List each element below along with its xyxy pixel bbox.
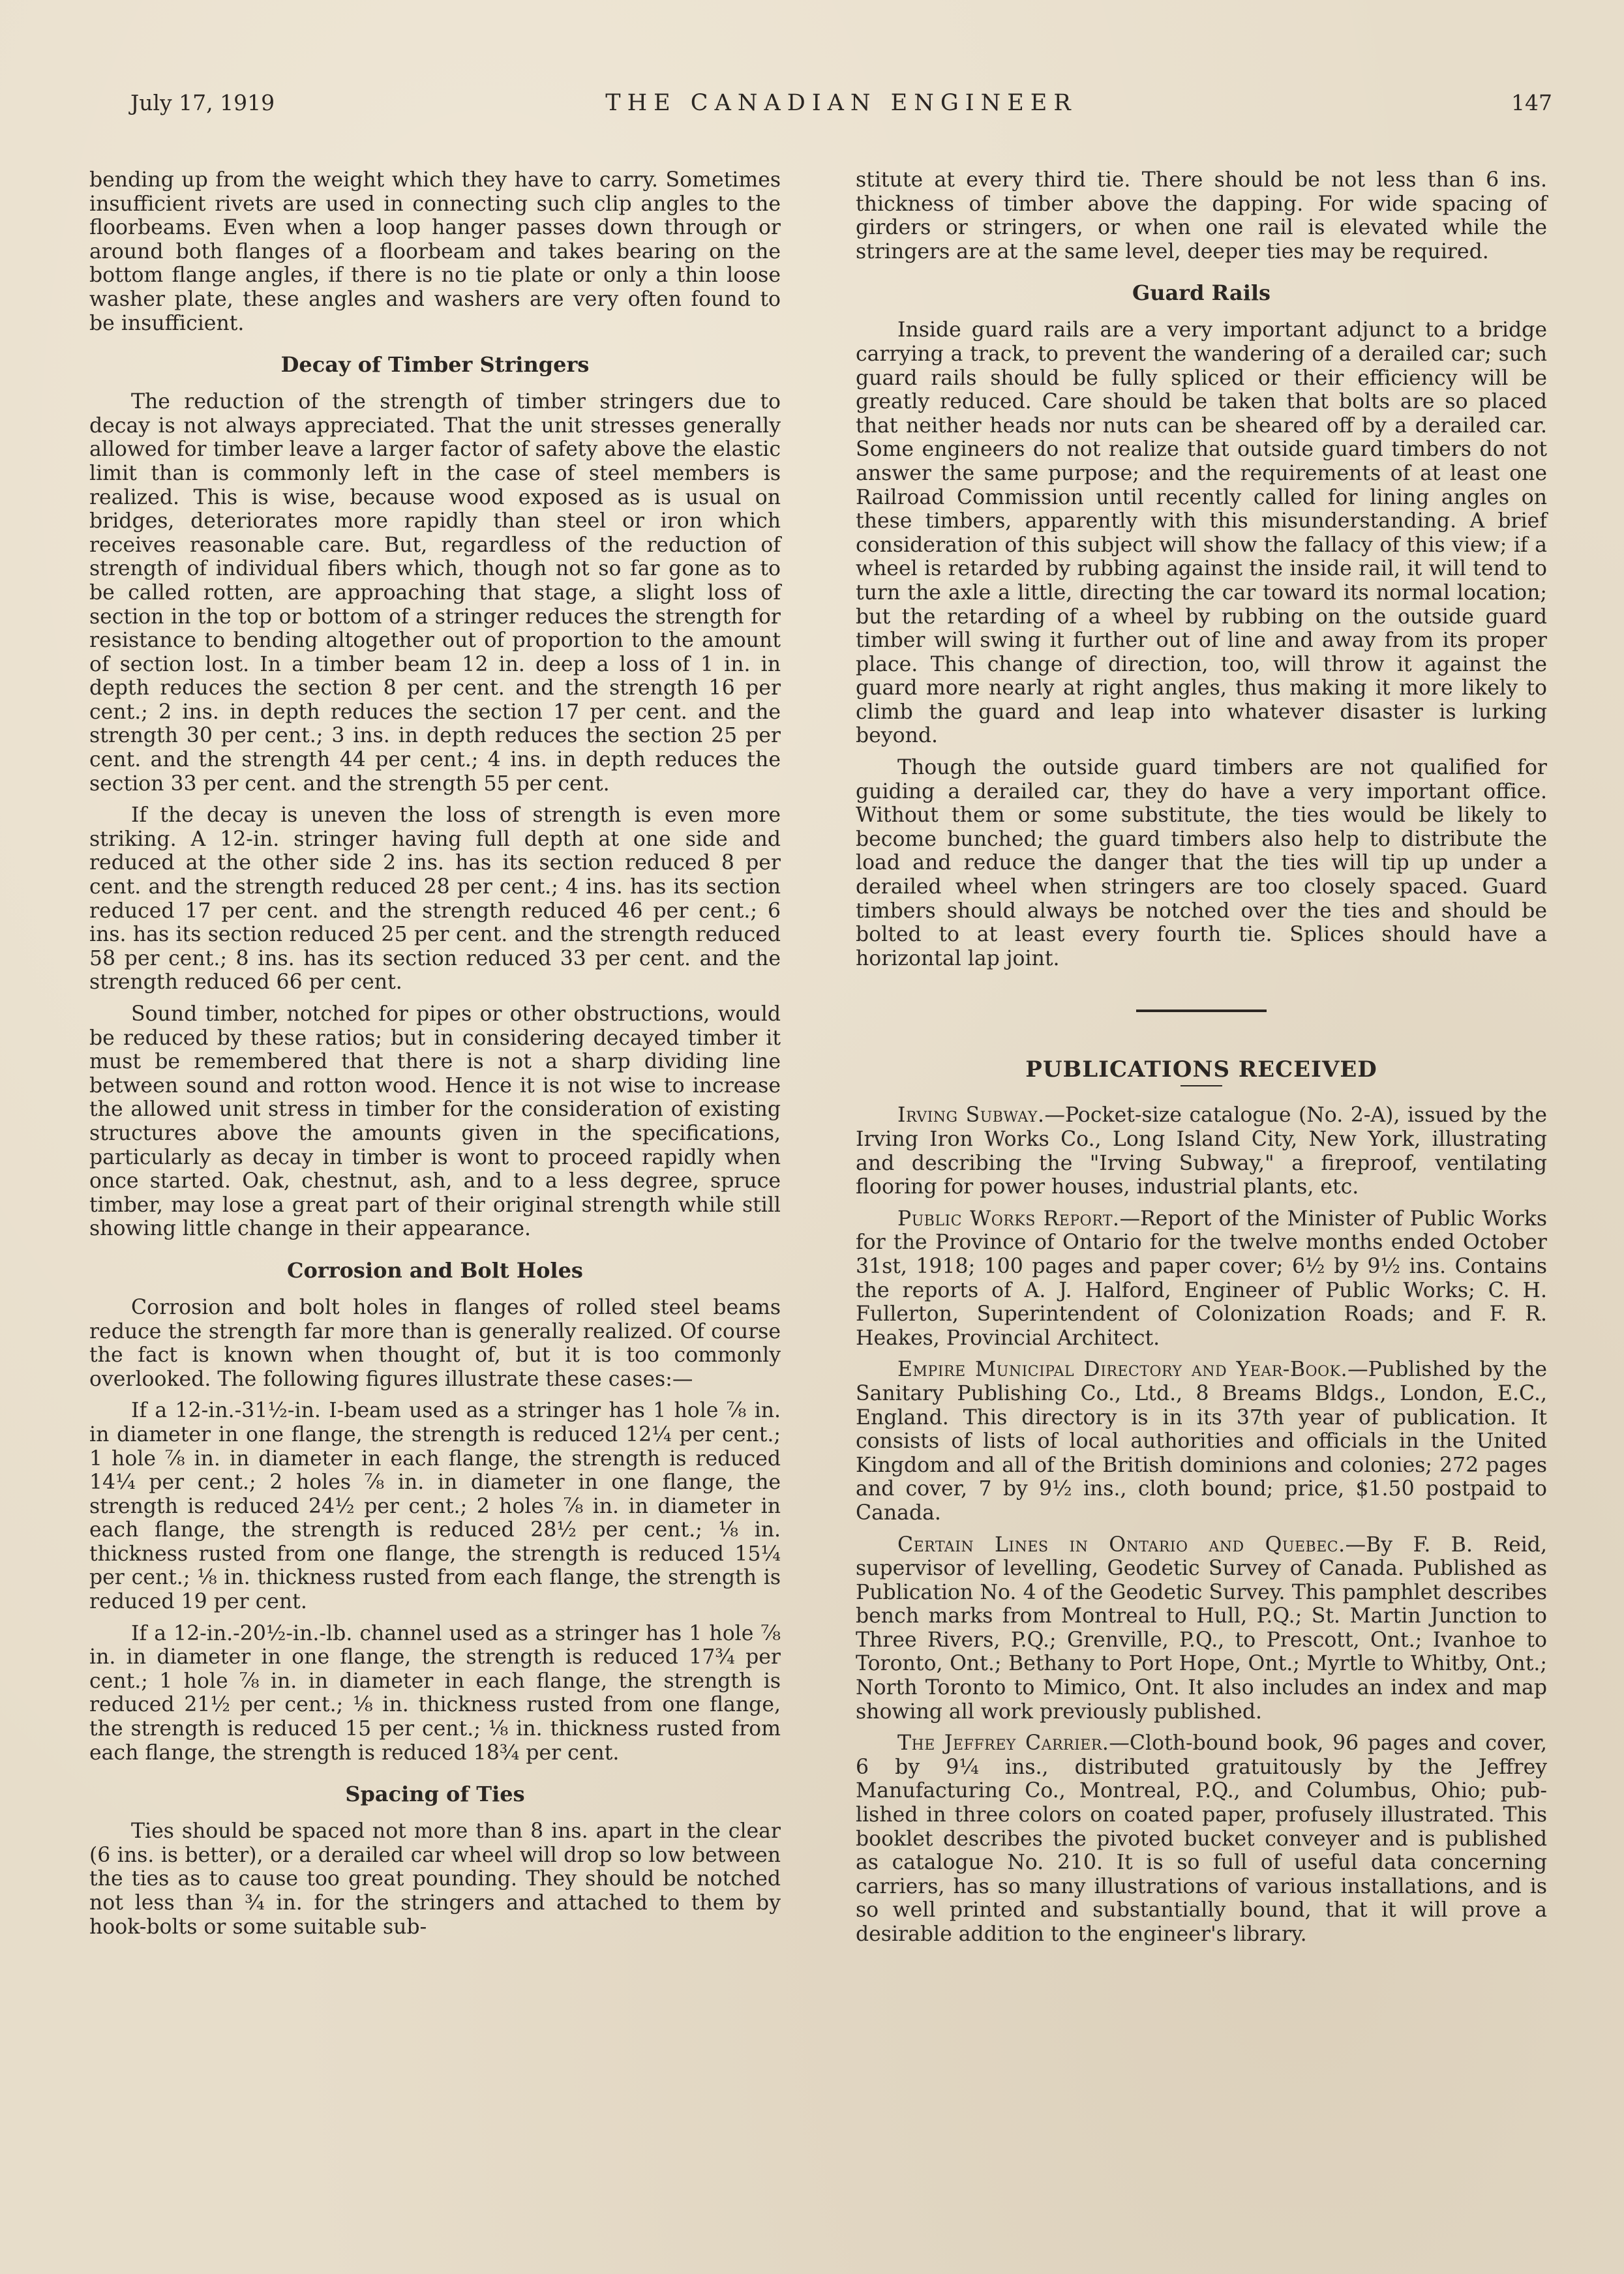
publication-title: Irving Subway.: [897, 1103, 1045, 1128]
section-heading-corrosion: Corrosion and Bolt Holes: [287, 1257, 583, 1283]
publication-entry: [856, 1207, 1547, 1351]
issue-date: July 17, 1919: [130, 90, 275, 115]
right-column: [856, 168, 1547, 1947]
paragraph: Inside guard rails are a very important adjunct to a bridge carrying a track, to prevent the wandering of a derailed car; such guard rails should be fully spliced or their efficiency will be greatly reduced. Care should be taken that bolts are so placed that neither heads nor nuts can be sheared off by a derailed car. Some engineers do not realize that outside guard timbers do not answer the same purpose; and the requirements of at least one Railroad Commission until recently called for lining angles on these timbers, apparently with this misunderstanding. A brief consideration of this subject will show the fallacy of this view; if a wheel is retarded by rubbing against the inside rail, it will tend to turn the axle a little, directing the car toward its normal location; but the retarding of a wheel by rubbing on the outside guard timber will swing it further out of line and away from its proper place. This change of direction, too, will throw it against the guard more nearly at right angles, thus making it more likely to climb the guard and leap into whatever disaster is lurking beyond.: [856, 318, 1547, 748]
paragraph: stitute at every third tie. There should be not less than 6 ins. thickness of timber above the dapping. For wide spacing of girders or stringers, or when one rail is elevated while the stringers are at the same level, deeper ties may be required.: [856, 168, 1547, 263]
section-heading-decay: Decay of Timber Stringers: [280, 352, 590, 378]
publication-title: Public Works Report.: [897, 1206, 1120, 1231]
page-number: 147: [1511, 90, 1552, 115]
publication-description: —By F. B. Reid, supervisor of levelling, Geodetic Survey of Canada. Published as Publication No. 4 of the Geodetic Survey. This pamphlet describes bench marks from Montreal to Hull, P.Q.; St. Martin Junction to Three Rivers, P.Q.; Grenville, P.Q., to Prescott, Ont.; Ivanhoe to Toronto, Ont.; Bethany to Port Hope, Ont.; Myrtle to Whitby, Ont.; North Toronto to Mimico, Ont. It also includes an index and map showing all work previously published.: [856, 1533, 1547, 1724]
publication-description: —Published by the Sanitary Publishing Co., Ltd., 8 Breams Bldgs., London, E.C., England. This directory is in its 37th year of publication. It consists of lists of local authorities and officials in the United Kingdom and all of the British dominions and colonies; 272 pages and cover, 7 by 9½ ins., cloth bound; price, $1.50 postpaid to Canada.: [856, 1358, 1547, 1525]
publication-entry: [856, 1533, 1547, 1724]
paragraph: If a 12-in.-31½-in. I-beam used as a stringer has 1 hole ⅞ in. in diameter in one flange, the strength is reduced 12¼ per cent.; 1 hole ⅞ in. in diameter in each flange, the strength is reduced 14¼ per cent.; 2 holes ⅞ in. in diameter in one flange, the strength is reduced 24½ per cent.; 2 holes ⅞ in. in diameter in each flange, the strength is reduced 28½ per cent.; ⅛ in. thickness rusted from one flange, the strength is reduced 15¼ per cent.; ⅛ in. thickness rusted from each flange, the strength is reduced 19 per cent.: [89, 1399, 781, 1614]
paragraph: If a 12-in.-20½-in.-lb. channel used as a stringer has 1 hole ⅞ in. in diameter in one flange, the strength is reduced 17¾ per cent.; 1 hole ⅞ in. in diameter in each flange, the strength is reduced 21½ per cent.; ⅛ in. thickness rusted from one flange, the strength is reduced 15 per cent.; ⅛ in. thickness rusted from each flange, the strength is reduced 18¾ per cent.: [89, 1621, 781, 1765]
paragraph: If the decay is uneven the loss of strength is even more striking. A 12-in. stringer having full depth at one side and reduced at the other side 2 ins. has its section reduced 8 per cent. and the strength reduced 28 per cent.; 4 ins. has its section reduced 17 per cent. and the strength reduced 46 per cent.; 6 ins. has its section reduced 25 per cent. and the strength reduced 58 per cent.; 8 ins. has its section reduced 33 per cent. and the strength reduced 66 per cent.: [89, 803, 781, 995]
heading-underline: [1180, 1085, 1222, 1086]
paragraph: bending up from the weight which they have to carry. Sometimes insufficient rivets are used in connecting such clip angles to the floorbeams. Even when a loop hanger passes down through or around both flanges of a floorbeam and takes bearing on the bottom flange angles, if there is no tie plate or only a thin loose washer plate, these angles and washers are very often found to be insufficient.: [89, 168, 781, 335]
paragraph: Corrosion and bolt holes in flanges of rolled steel beams reduce the strength far more than is generally realized. Of course the fact is known when thought of, but it is too commonly overlooked. The following figures illustrate these cases:—: [89, 1295, 781, 1391]
publication-entry: [856, 1103, 1547, 1199]
publication-description: —Pocket-size catalogue (No. 2-A), issued by the Irving Iron Works Co., Long Island City, New York, illustrating and describing the "Irving Subway," a fireproof, ventilating flooring for power houses, industrial plants, etc.: [856, 1103, 1547, 1199]
paragraph: Sound timber, notched for pipes or other obstructions, would be reduced by these ratios; but in considering decayed timber it must be remembered that there is not a sharp dividing line between sound and rotton wood. Hence it is not wise to increase the allowed unit stress in timber for the consideration of existing structures above the amounts given in the specifications, particularly as decay in timber is wont to proceed rapidly when once started. Oak, chestnut, ash, and to a less degree, spruce timber, may lose a great part of their original strength while still showing little change in their appearance.: [89, 1002, 781, 1241]
publication-description: —Cloth-bound book, 96 pages and cover, 6 by 9¼ ins., distributed gratuitously by the Jeffrey Manufacturing Co., Montreal, P.Q., and Columbus, Ohio; published in three colors on coated paper, profusely illustrated. This booklet describes the pivoted bucket conveyer and is published as catalogue No. 210. It is so full of useful data concerning carriers, has so many illustrations of various installations, and is so well printed and substantially bound, that it will prove a desirable addition to the engineer's library.: [856, 1731, 1547, 1946]
section-divider: [1136, 1010, 1267, 1012]
journal-title: THE CANADIAN ENGINEER: [605, 90, 1077, 116]
publication-title: Certain Lines in Ontario and Quebec.: [897, 1533, 1346, 1557]
running-head: [130, 90, 1552, 124]
section-heading-guard-rails: Guard Rails: [1132, 280, 1271, 306]
paragraph: Ties should be spaced not more than 8 ins. apart in the clear (6 ins. is better), or a derailed car wheel will drop so low between the ties as to cause too great pounding. They should be notched not less than ¾ in. for the stringers and attached to them by hook-bolts or some suitable sub-: [89, 1819, 781, 1939]
publication-title: The Jeffrey Carrier.: [897, 1731, 1109, 1756]
paragraph: The reduction of the strength of timber stringers due to decay is not always appreciated. That the unit stresses generally allowed for timber leave a larger factor of safety above the elastic limit than is commonly left in the case of steel members is realized. This is wise, because wood exposed as is usual on bridges, deteriorates more rapidly than steel or iron which receives reasonable care. But, regardless of the reduction of strength of individual fibers which, though not so far gone as to be called rotten, are approaching that stage, a slight loss of section in the top or bottom of a stringer reduces the strength for resistance to bending altogether out of proportion to the amount of section lost. In a timber beam 12 in. deep a loss of 1 in. in depth reduces the section 8 per cent. and the strength 16 per cent.; 2 ins. in depth reduces the section 17 per cent. and the strength 30 per cent.; 3 ins. in depth reduces the section 25 per cent. and the strength 44 per cent.; 4 ins. in depth reduces the section 33 per cent. and the strength 55 per cent.: [89, 390, 781, 796]
section-heading-spacing: Spacing of Ties: [345, 1782, 525, 1807]
publication-description: —Report of the Minister of Public Works for the Province of Ontario for the twelve months ended October 31st, 1918; 100 pages and paper cover; 6½ by 9½ ins. Contains the reports of A. J. Halford, Engineer of Public Works; C. H. Fullerton, Superintendent of Colonization Roads; and F. R. Heakes, Provincial Architect.: [856, 1206, 1547, 1350]
paragraph: Though the outside guard timbers are not qualified for guiding a derailed car, they do have a very important office. Without them or some substitute, the ties would be likely to become bunched; the guard timbers also help to distribute the load and reduce the danger that the ties will tip up under a derailed wheel when stringers are too closely spaced. Guard timbers should always be notched over the ties and should be bolted to at least every fourth tie. Splices should have a horizontal lap joint.: [856, 756, 1547, 970]
publication-title: Empire Municipal Directory and Year-Book.: [897, 1358, 1348, 1382]
publication-entry: [856, 1358, 1547, 1525]
publication-entry: [856, 1731, 1547, 1946]
left-column: [89, 168, 781, 1939]
publications-heading: PUBLICATIONS RECEIVED: [1025, 1056, 1377, 1083]
